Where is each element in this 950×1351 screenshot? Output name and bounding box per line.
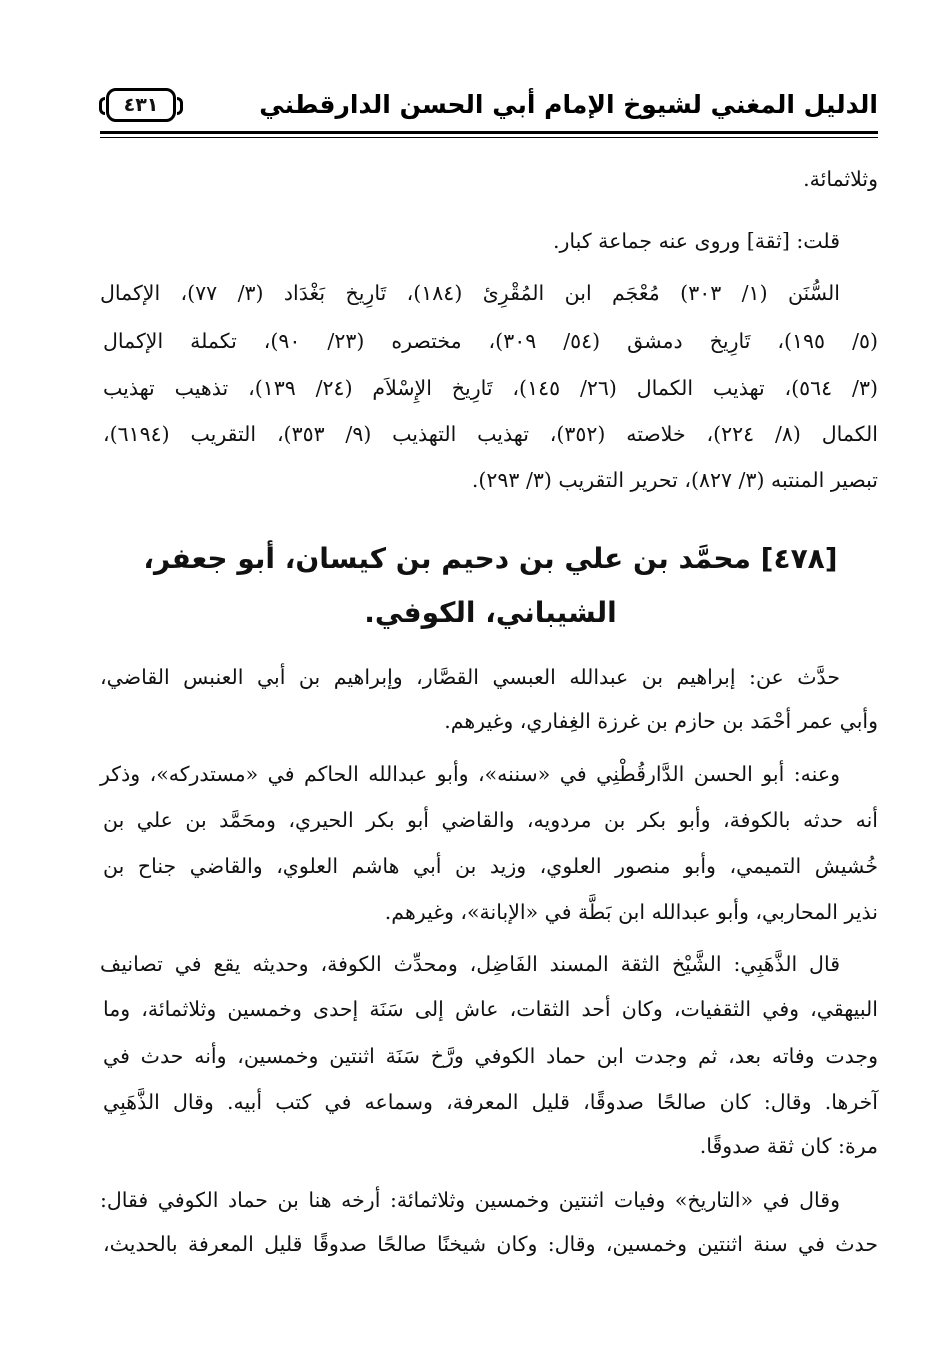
running-title: الدليل المغني لشيوخ الإمام أبي الحسن الدارقطني: [259, 90, 878, 119]
dhahabi-line: آخرها. وقال: كان صالحًا صدوقًا، قليل المعرفة، وسماعه في كتب أبيه. وقال الذَّهَبِي: [103, 1090, 878, 1114]
dhahabi-line: قال الذَّهَبِي: الشَّيْخ الثقة المسند الفَاضِل، ومحدِّث الكوفة، وحديثه يقع في تصانيف: [100, 952, 840, 976]
tarikh-line: وقال في «التاريخ» وفيات اثنتين وخمسين وثلاثمائة: أرخه هنا بن حماد الكوفي فقال:: [100, 1188, 840, 1212]
narrators-line: نذير المحاربي، وأبو عبدالله ابن بَطَّة في «الإبانة»، وغيرهم.: [384, 900, 878, 924]
narrators-line: وعنه: أبو الحسن الدَّارقُطْنِي في «سننه»، وأبو عبدالله الحاكم في «مستدركه»، وذكر: [100, 762, 840, 786]
sources-line: (٥/ ١٩٥)، تَارِيخ دمشق (٥٤/ ٣٠٩)، مختصره (٢٣/ ٩٠)، تكملة الإكمال: [103, 329, 878, 353]
narrators-line: خُشيش التميمي، وأبو منصور العلوي، وزيد بن أبي هاشم العلوي، والقاضي جناح بن: [103, 854, 878, 878]
header-rule-thin: [100, 137, 878, 138]
continuation-line: وثلاثمائة.: [803, 167, 878, 191]
dhahabi-line: مرة: كان ثقة صدوقًا.: [699, 1134, 878, 1158]
sources-line: السُّنَن (١/ ٣٠٣) مُعْجَم ابن المُقْرِئ (١٨٤)، تَارِيخ بَغْدَاد (٣/ ٧٧)، الإكمال: [100, 281, 840, 305]
header-rule: [100, 131, 878, 134]
verdict-line: قلت: [ثقة] وروى عنه جماعة كبار.: [552, 229, 840, 253]
sources-line: تبصير المنتبه (٣/ ٨٢٧)، تحرير التقريب (٣/ ٢٩٣).: [471, 468, 878, 492]
dhahabi-line: وجدت وفاته بعد، ثم وجدت ابن حماد الكوفي ورَّخ سَنَة اثنتين وخمسين، وأنه حدث في: [103, 1044, 878, 1068]
page-header: [100, 78, 878, 142]
narrated-from-line: حدَّث عن: إبراهيم بن عبدالله العبسي القصَّار، وإبراهيم بن أبي العنبس القاضي،: [100, 665, 840, 689]
narrated-from-line: وأبي عمر أحْمَد بن حازم بن غرزة الغِفاري، وغيرهم.: [444, 709, 878, 733]
entry-title: [٤٧٨] محمَّد بن علي بن دحيم بن كيسان، أبو جعفر،: [143, 542, 838, 575]
dhahabi-line: البيهقي، وفي الثقفيات، وكان أحد الثقات، عاش إلى سَنَة إحدى وخمسين وثلاثمائة، وما: [103, 997, 878, 1021]
page-number: ٤٣١: [106, 88, 176, 122]
sources-line: (٣/ ٥٦٤)، تهذيب الكمال (٢٦/ ١٤٥)، تَارِيخ الإِسْلاَم (٢٤/ ١٣٩)، تذهيب تهذيب: [103, 376, 878, 400]
tarikh-line: حدث في سنة اثنتين وخمسين، وقال: وكان شيخنًا صالحًا صدوقًا قليل المعرفة بالحديث،: [103, 1232, 878, 1256]
entry-title: الشيباني، الكوفي.: [364, 596, 617, 629]
sources-line: الكمال (٨/ ٢٢٤)، خلاصته (٣٥٢)، تهذيب التهذيب (٩/ ٣٥٣)، التقريب (٦١٩٤)،: [103, 422, 878, 446]
narrators-line: أنه حدثه بالكوفة، وأبو بكر بن مردويه، والقاضي أبو بكر الحيري، ومحَمَّد بن علي بن: [103, 808, 878, 832]
